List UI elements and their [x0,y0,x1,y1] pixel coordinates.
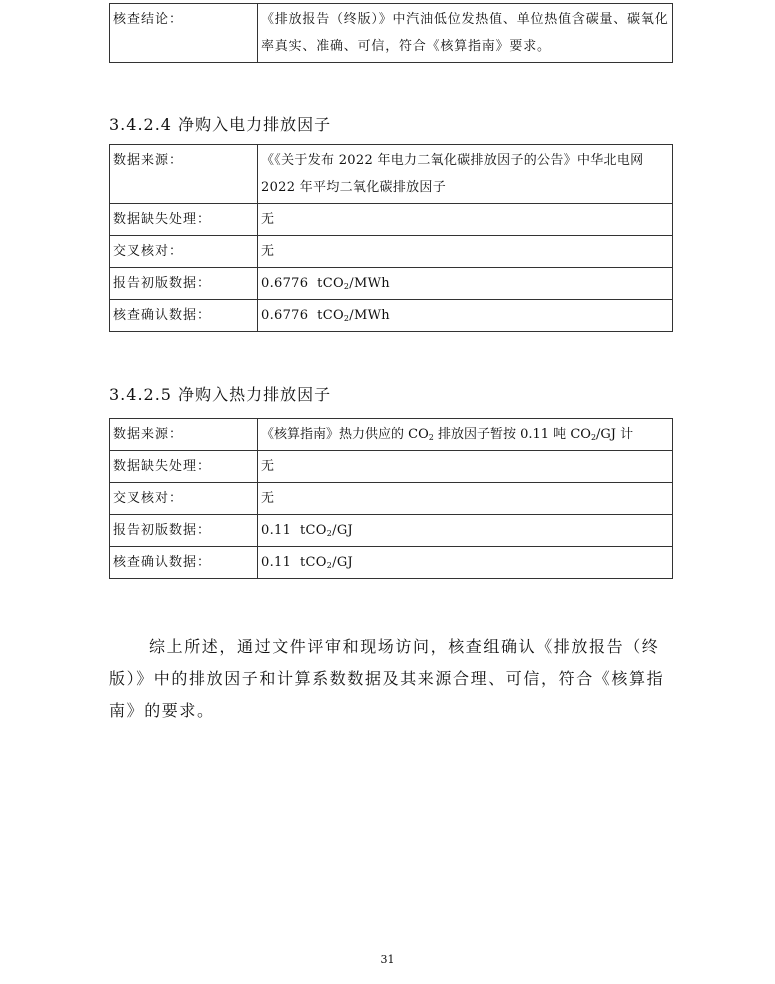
table-row [110,4,673,63]
row-value: 无 [258,236,673,268]
row-value: 0.11 tCO$_2$/GJ [258,547,673,579]
row-value: 无 [258,451,673,483]
electricity-factor-table [109,144,673,332]
row-value: 无 [258,483,673,515]
table-row [110,483,673,515]
row-key: 核查结论： [110,4,258,63]
row-value: 0.6776 tCO$_2$/MWh [258,300,673,332]
row-value: 《《关于发布 2022 年电力二氧化碳排放因子的公告》中华北电网 2022 年平均二氧化碳排放因子 [258,145,673,204]
row-key: 交叉核对： [110,483,258,515]
table-row [110,451,673,483]
row-key: 数据来源： [110,145,258,204]
table-row [110,145,673,204]
row-key: 数据缺失处理： [110,451,258,483]
row-key: 数据缺失处理： [110,204,258,236]
table-row [110,268,673,300]
heat-factor-table [109,418,673,579]
row-key: 报告初版数据： [110,515,258,547]
row-value: 0.6776 tCO$_2$/MWh [258,268,673,300]
row-key: 交叉核对： [110,236,258,268]
page-number: 31 [380,953,395,966]
summary-paragraph: 综上所述，通过文件评审和现场访问，核查组确认《排放报告（终版）》中的排放因子和计算系数数据及其来源合理、可信，符合《核算指南》的要求。 [109,637,665,720]
row-value: 《核算指南》热力供应的 $CO_2$ 排放因子暂按 0.11 吨 $CO_2/GJ$ 计 [258,419,673,451]
row-key: 报告初版数据： [110,268,258,300]
row-key: 核查确认数据： [110,547,258,579]
conclusion-table [109,3,673,63]
row-key: 核查确认数据： [110,300,258,332]
table-row [110,419,673,451]
table-row [110,547,673,579]
row-value: 0.11 tCO$_2$/GJ [258,515,673,547]
row-value: 《排放报告（终版）》中汽油低位发热值、单位热值含碳量、碳氧化率真实、准确、可信，符合《核算指南》要求。 [258,4,673,63]
table-row [110,515,673,547]
table-row [110,300,673,332]
section-heading-electricity: 3.4.2.4 净购入电力排放因子 [109,115,332,134]
row-value: 无 [258,204,673,236]
table-row [110,204,673,236]
table-row [110,236,673,268]
section-heading-heat: 3.4.2.5 净购入热力排放因子 [109,385,332,404]
row-key: 数据来源： [110,419,258,451]
